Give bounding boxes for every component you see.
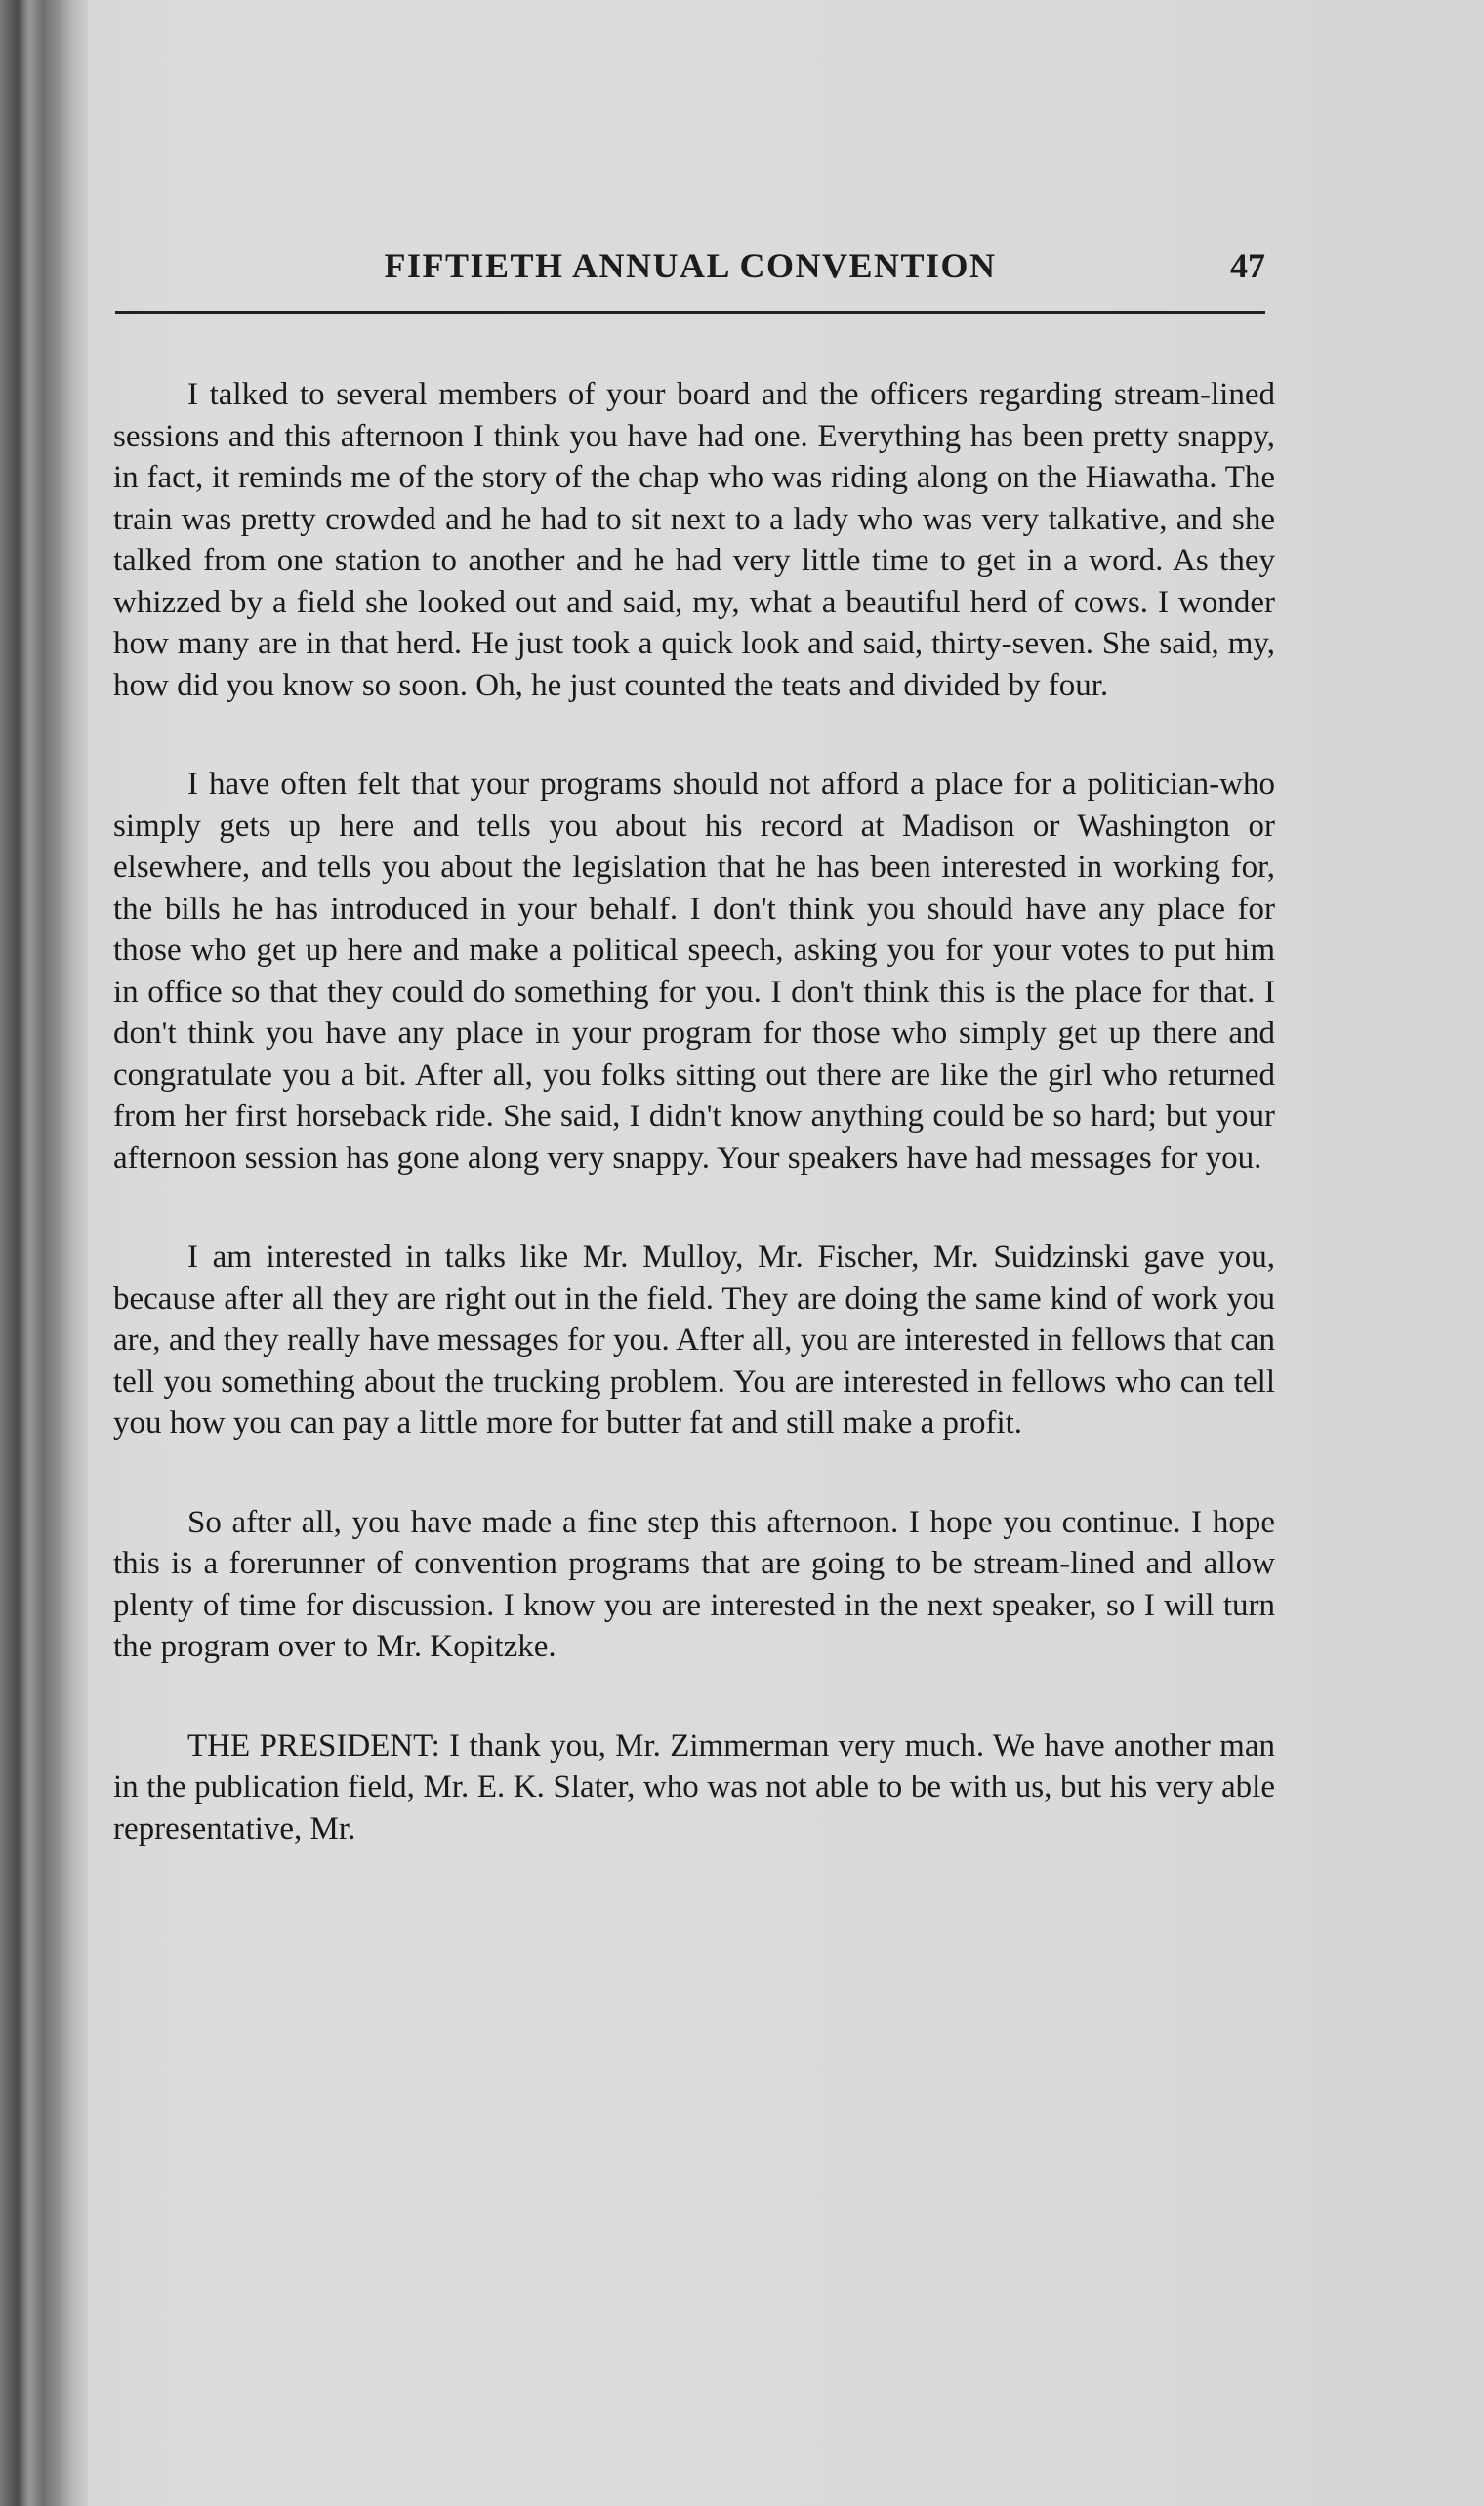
- paragraph: I am interested in talks like Mr. Mulloy, Mr. Fischer, Mr. Suidzinski gave you, because after all they are right out in the field. They are doing the same kind of work you are, and they really have messages for you. After all, you are interested in fellows that can tell you something about the trucking problem. You are interested in fellows who can tell you how you can pay a little more for butter fat and still make a profit.: [113, 1239, 1275, 1441]
- page-header: [115, 239, 1265, 298]
- header-rule: [115, 311, 1265, 314]
- paragraph: I talked to several members of your board and the officers regarding stream-lined sessions and this afternoon I think you have had one. Everything has been pretty snappy, in fact, it reminds me of the story of the chap who was riding along on the Hiawatha. The train was pretty crowded and he had to sit next to a lady who was very talkative, and she talked from one station to another and he had very little time to get in a word. As they whizzed by a field she looked out and said, my, what a beautiful herd of cows. I wonder how many are in that herd. He just took a quick look and said, thirty-seven. She said, my, how did you know so soon. Oh, he just counted the teats and divided by four.: [113, 377, 1275, 703]
- paragraph: I have often felt that your programs should not afford a place for a politician-who simply gets up here and tells you about his record at Madison or Washington or elsewhere, and tells you about the legislation that he has been interested in working for, the bills he has introduced in your behalf. I don't think you should have any place for those who get up here and make a political speech, asking you for your votes to put him in office so that they could do something for you. I don't think this is the place for that. I don't think you have any place in your program for those who simply get up there and congratulate you a bit. After all, you folks sitting out there are like the girl who returned from her first horseback ride. She said, I didn't know anything could be so hard; but your afternoon session has gone along very snappy. Your speakers have had messages for you.: [113, 767, 1275, 1176]
- running-title: FIFTIETH ANNUAL CONVENTION: [384, 246, 997, 285]
- paragraph: THE PRESIDENT: I thank you, Mr. Zimmerman very much. We have another man in the publication field, Mr. E. K. Slater, who was not able to be with us, but his very able representative, Mr.: [113, 1728, 1275, 1847]
- page-number: 47: [1230, 246, 1265, 285]
- paragraph: So after all, you have made a fine step this afternoon. I hope you continue. I hope this is a forerunner of convention programs that are going to be stream-lined and allow plenty of time for discussion. I know you are interested in the next speaker, so I will turn the program over to Mr. Kopitzke.: [113, 1504, 1275, 1664]
- book-spine-shadow: [0, 0, 88, 2506]
- body-text: [113, 374, 1275, 1850]
